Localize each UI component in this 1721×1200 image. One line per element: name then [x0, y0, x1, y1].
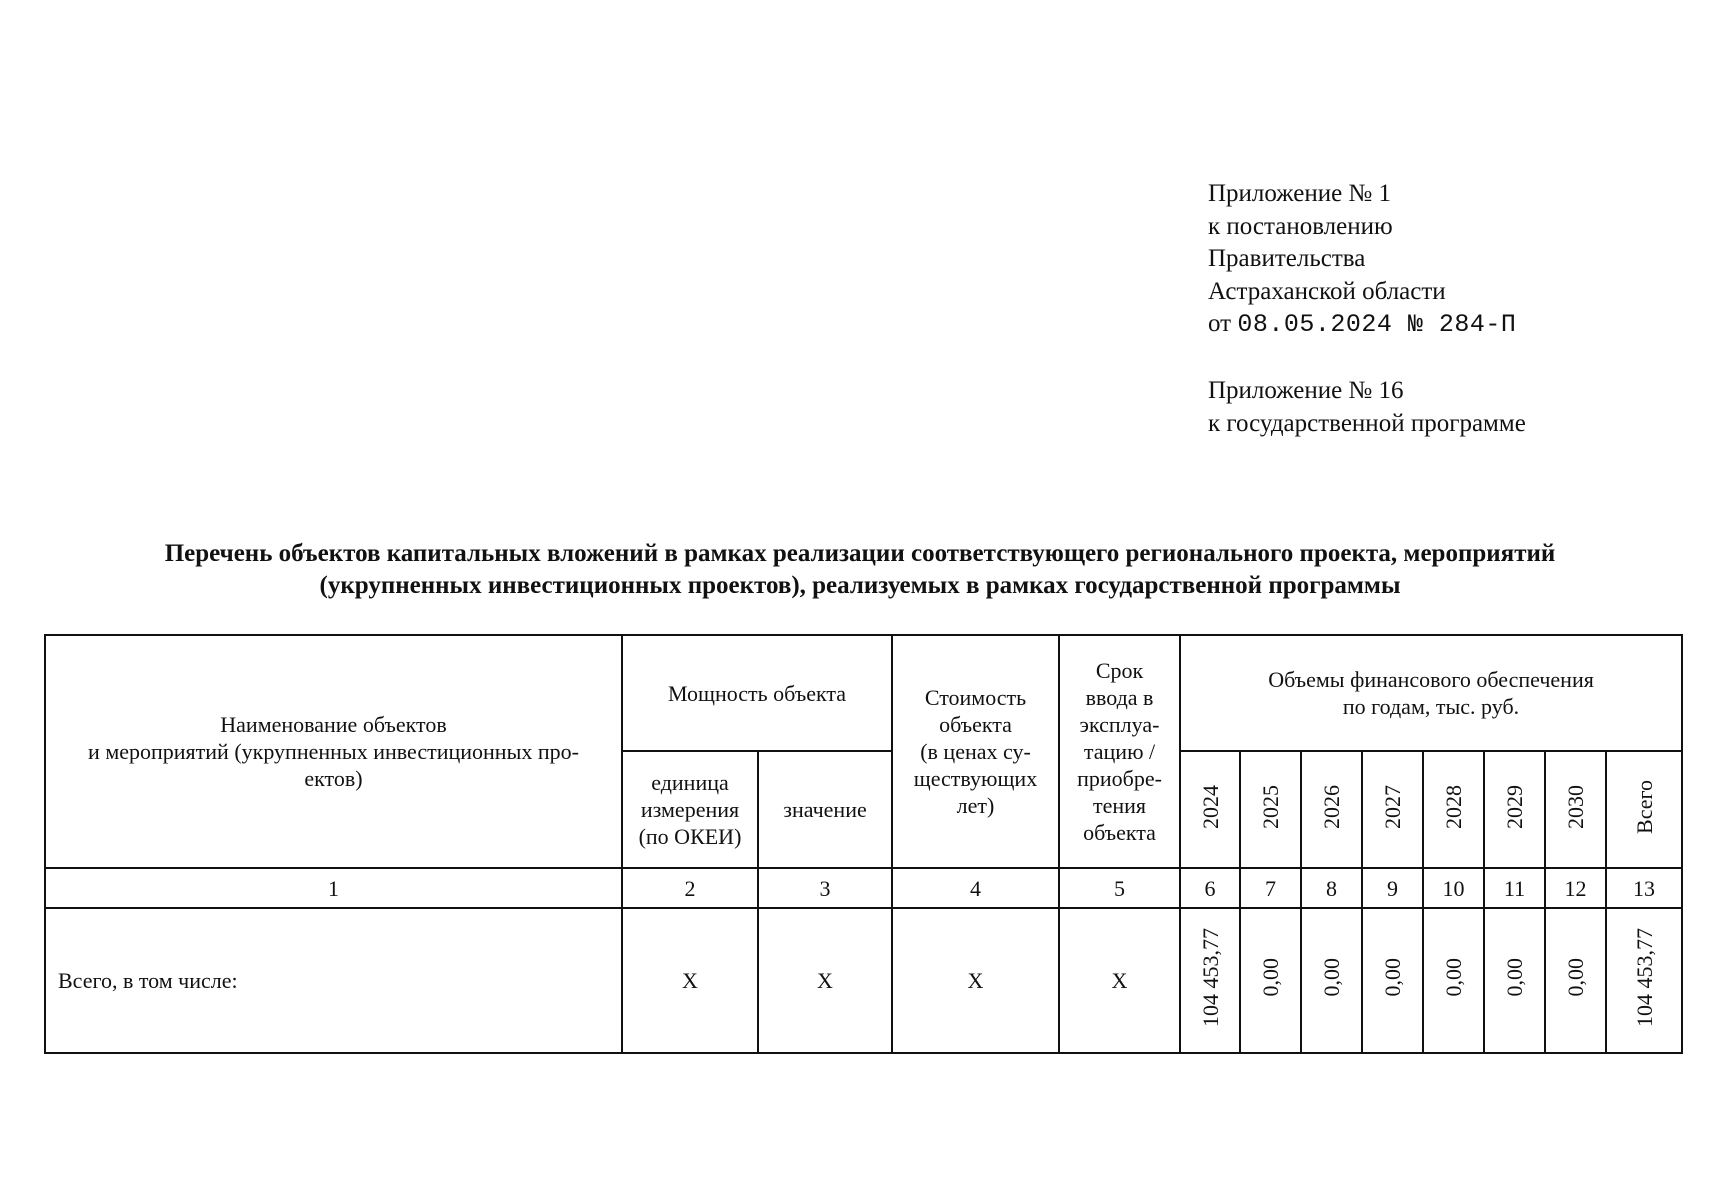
amount-value: 104 453,77: [1197, 928, 1223, 1027]
amount-cell: [1301, 908, 1362, 1053]
header-year: 2029: [1502, 784, 1527, 829]
column-number: 1: [45, 868, 622, 908]
header-year-cell: [1240, 751, 1301, 868]
column-number: 10: [1423, 868, 1484, 908]
header-year: 2024: [1197, 784, 1223, 829]
document-title: [100, 538, 1620, 602]
header-cost-line: лет): [956, 793, 995, 818]
column-number: 13: [1606, 868, 1682, 908]
header-object-name-line: ектов): [304, 766, 363, 791]
total-row-unit: Х: [622, 908, 758, 1053]
column-numbers-row: [45, 868, 1682, 908]
header-object-name-line: Наименование объектов: [220, 712, 447, 737]
header-year-cell: [1301, 751, 1362, 868]
header-year: 2025: [1258, 784, 1283, 829]
header-unit-line: измерения: [640, 797, 740, 822]
column-number: 4: [892, 868, 1059, 908]
capital-investments-table: [44, 634, 1683, 1054]
header-object-name: [45, 635, 622, 868]
amount-cell: [1423, 908, 1484, 1053]
amount-total-cell: [1606, 908, 1682, 1053]
header-unit-line: (по ОКЕИ): [638, 824, 742, 849]
total-row-cost: Х: [892, 908, 1059, 1053]
total-row-name: Всего, в том числе:: [45, 908, 622, 1053]
amount-cell: [1180, 908, 1240, 1053]
document-title-line: (укрупненных инвестиционных проектов), реализуемых в рамках государственной программы: [319, 572, 1401, 599]
amount-cell: [1545, 908, 1606, 1053]
amount-value: 0,00: [1563, 958, 1588, 997]
header-unit: [622, 751, 758, 868]
appendix-16-line: к государственной программе: [1208, 409, 1526, 437]
header-row-top: [45, 635, 1682, 751]
header-year-cell: [1362, 751, 1423, 868]
header-total: Всего: [1631, 779, 1657, 834]
header-year-cell: [1545, 751, 1606, 868]
header-year-cell: [1180, 751, 1240, 868]
total-row: [45, 908, 1682, 1053]
total-row-value: Х: [758, 908, 892, 1053]
header-year-cell: [1484, 751, 1545, 868]
appendix-1-line: к постановлению: [1208, 212, 1393, 240]
amount-total-value: 104 453,77: [1631, 928, 1657, 1027]
date-prefix: от: [1208, 310, 1232, 337]
column-number: 2: [622, 868, 758, 908]
header-capacity: Мощность объекта: [622, 635, 892, 751]
header-cost-line: Стоимость: [924, 685, 1027, 710]
header-financing-line: Объемы финансового обеспечения: [1268, 667, 1594, 692]
column-number: 11: [1484, 868, 1545, 908]
column-number: 7: [1240, 868, 1301, 908]
header-object-name-line: и мероприятий (укрупненных инвестиционных про-: [88, 739, 579, 764]
header-term-line: ввода в: [1085, 685, 1154, 710]
header-financing: [1180, 635, 1682, 751]
header-commissioning-term: [1059, 635, 1180, 868]
header-cost-line: ществующих: [913, 766, 1038, 791]
header-unit-line: единица: [651, 770, 729, 795]
column-number: 8: [1301, 868, 1362, 908]
column-number: 3: [758, 868, 892, 908]
header-total-cell: [1606, 751, 1682, 868]
appendix-1-block: [1208, 178, 1516, 342]
appendix-1-line: Правительства: [1208, 245, 1366, 272]
header-year: 2027: [1380, 784, 1405, 829]
header-value: значение: [758, 751, 892, 868]
appendix-16-line: Приложение № 16: [1208, 377, 1404, 404]
appendix-16-block: [1208, 375, 1526, 440]
amount-cell: [1362, 908, 1423, 1053]
amount-value: 0,00: [1319, 958, 1344, 997]
amount-value: 0,00: [1380, 958, 1405, 997]
column-number: 12: [1545, 868, 1606, 908]
header-term-line: приобре-: [1077, 766, 1162, 791]
amount-value: 0,00: [1502, 958, 1527, 997]
appendix-1-date-line: [1208, 308, 1516, 342]
header-year: 2026: [1319, 784, 1344, 829]
column-number: 6: [1180, 868, 1240, 908]
header-term-line: эксплуа-: [1079, 712, 1160, 737]
header-cost-line: (в ценах су-: [920, 739, 1031, 764]
header-year-cell: [1423, 751, 1484, 868]
amount-value: 0,00: [1258, 958, 1283, 997]
total-row-term: Х: [1059, 908, 1180, 1053]
header-term-line: Срок: [1095, 658, 1144, 683]
appendix-1-line: Приложение № 1: [1208, 180, 1392, 207]
amount-cell: [1240, 908, 1301, 1053]
header-financing-line: по годам, тыс. руб.: [1342, 694, 1520, 719]
resolution-date-number: 08.05.2024 № 284-П: [1237, 310, 1517, 339]
column-number: 5: [1059, 868, 1180, 908]
header-year: 2028: [1441, 784, 1466, 829]
header-year: 2030: [1563, 784, 1588, 829]
amount-value: 0,00: [1441, 958, 1466, 997]
header-term-line: объекта: [1083, 820, 1156, 845]
document-title-line: Перечень объектов капитальных вложений в рамках реализации соответствующего регионального проекта, мероприятий: [164, 540, 1556, 567]
header-cost: [892, 635, 1059, 868]
amount-cell: [1484, 908, 1545, 1053]
appendix-1-line: Астраханской области: [1208, 277, 1446, 305]
header-term-line: тения: [1092, 793, 1147, 818]
header-term-line: тацию /: [1083, 739, 1156, 764]
header-cost-line: объекта: [939, 712, 1012, 737]
column-number: 9: [1362, 868, 1423, 908]
